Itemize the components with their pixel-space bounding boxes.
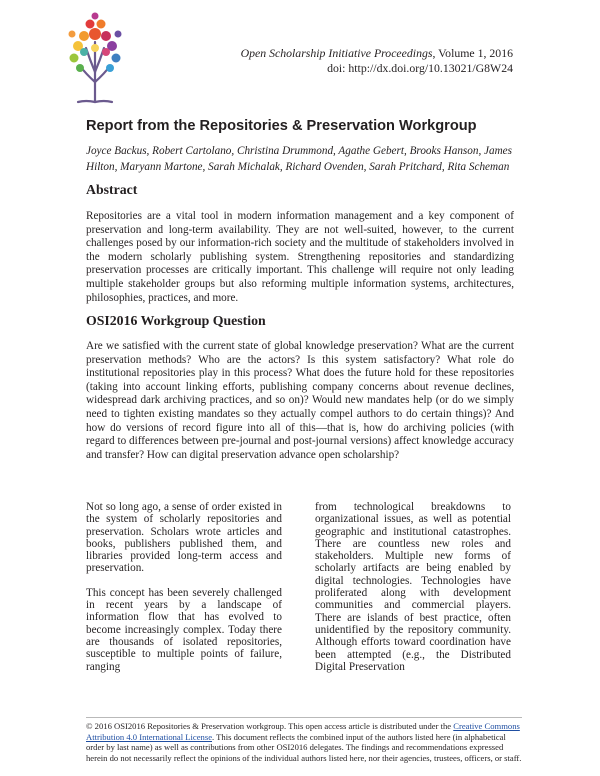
journal-volume: , Volume 1, 2016 <box>432 46 513 60</box>
journal-header <box>241 46 513 76</box>
journal-doi: doi: http://dx.doi.org/10.13021/G8W24 <box>327 61 513 75</box>
journal-name: Open Scholarship Initiative Proceedings <box>240 46 433 60</box>
body-column-left <box>86 501 282 685</box>
copyright-footnote <box>86 717 522 763</box>
question-heading: OSI2016 Workgroup Question <box>86 313 266 328</box>
author-list: Joyce Backus, Robert Cartolano, Christina Drummond, Agathe Gebert, Brooks Hanson, James Hilton, Maryann Martone, Sarah Michalak, Richard Ovenden, Sarah Pritchard, Rita Scheman <box>86 145 513 173</box>
body-paragraph: This concept has been severely challenged in recent years by a landscape of information flow that has evolved to become increasingly complex. Today there are thousands of isolated repositories, susceptible to multiple points of failure, ranging <box>86 586 282 673</box>
footnote-text: © 2016 OSI2016 Repositories & Preservation workgroup. This open access article is distributed under the <box>86 721 454 731</box>
body-paragraph: from technological breakdowns to organizational issues, as well as potential geographic and institutional catastrophes. There are countless new roles and stakeholders. Multiple new forms of scholarly artifacts are being enabled by digital technologies. Technologies have proliferated along with development communities and commercial players. There are islands of best practice, often unidentified by the repository community. Although efforts toward coordination have been attempted (e.g., the Distributed Digital Preservation <box>315 501 511 673</box>
abstract-heading: Abstract <box>86 182 138 197</box>
body-paragraph: Not so long ago, a sense of order existed in the system of scholarly repositories and preservation. Scholars wrote articles and books, publishers published them, and libraries provided long-term access and preservation. <box>86 501 282 575</box>
footnote-text: . This document reflects the combined input of the authors listed here (in alphabetical order by last name) as well as contributions from other OSI2016 delegates. The findings and recommendations expressed herein do not necessarily reflect the opinions of the individual authors listed here, nor their agencies, trustees, officers, or staff. <box>86 731 522 763</box>
license-link[interactable]: Creative Commons Attribution 4.0 International License <box>86 721 520 742</box>
osi-tree-logo-icon <box>64 12 126 104</box>
body-column-right <box>315 501 511 685</box>
question-body: Are we satisfied with the current state of global knowledge preservation? What are the current preservation methods? Who are the actors? Is this system satisfactory? What role do institutional repositories play in this process? What does the future hold for these repositories (taking into account linking efforts, publishing company concerns about revenue declines, widespread dark archiving practices, and so on)? Would new mandates help (or do we simply need to tighten existing mandates so they actually compel authors to do certain things)? And how do versions of record figure into all of this—that is, how do archiving policies (with regard to differences between pre-journal and post-journal versions) affect knowledge accuracy and transfer? How can digital preservation advance open scholarship? <box>86 340 514 461</box>
paper-title: Report from the Repositories & Preservation Workgroup <box>86 118 477 134</box>
abstract-body: Repositories are a vital tool in modern information management and a key component of preservation and long-term availability. They are not well-suited, however, to the current challenges posed by our information-rich society and the multitude of stakeholders involved in the modern scholarly publishing system. Strengthening repositories and standardizing preservation processes are critically important. This challenge will require not only leading multiple stakeholder groups but also reforming multiple information systems, architectures, philosophies, practices, and more. <box>86 210 514 304</box>
